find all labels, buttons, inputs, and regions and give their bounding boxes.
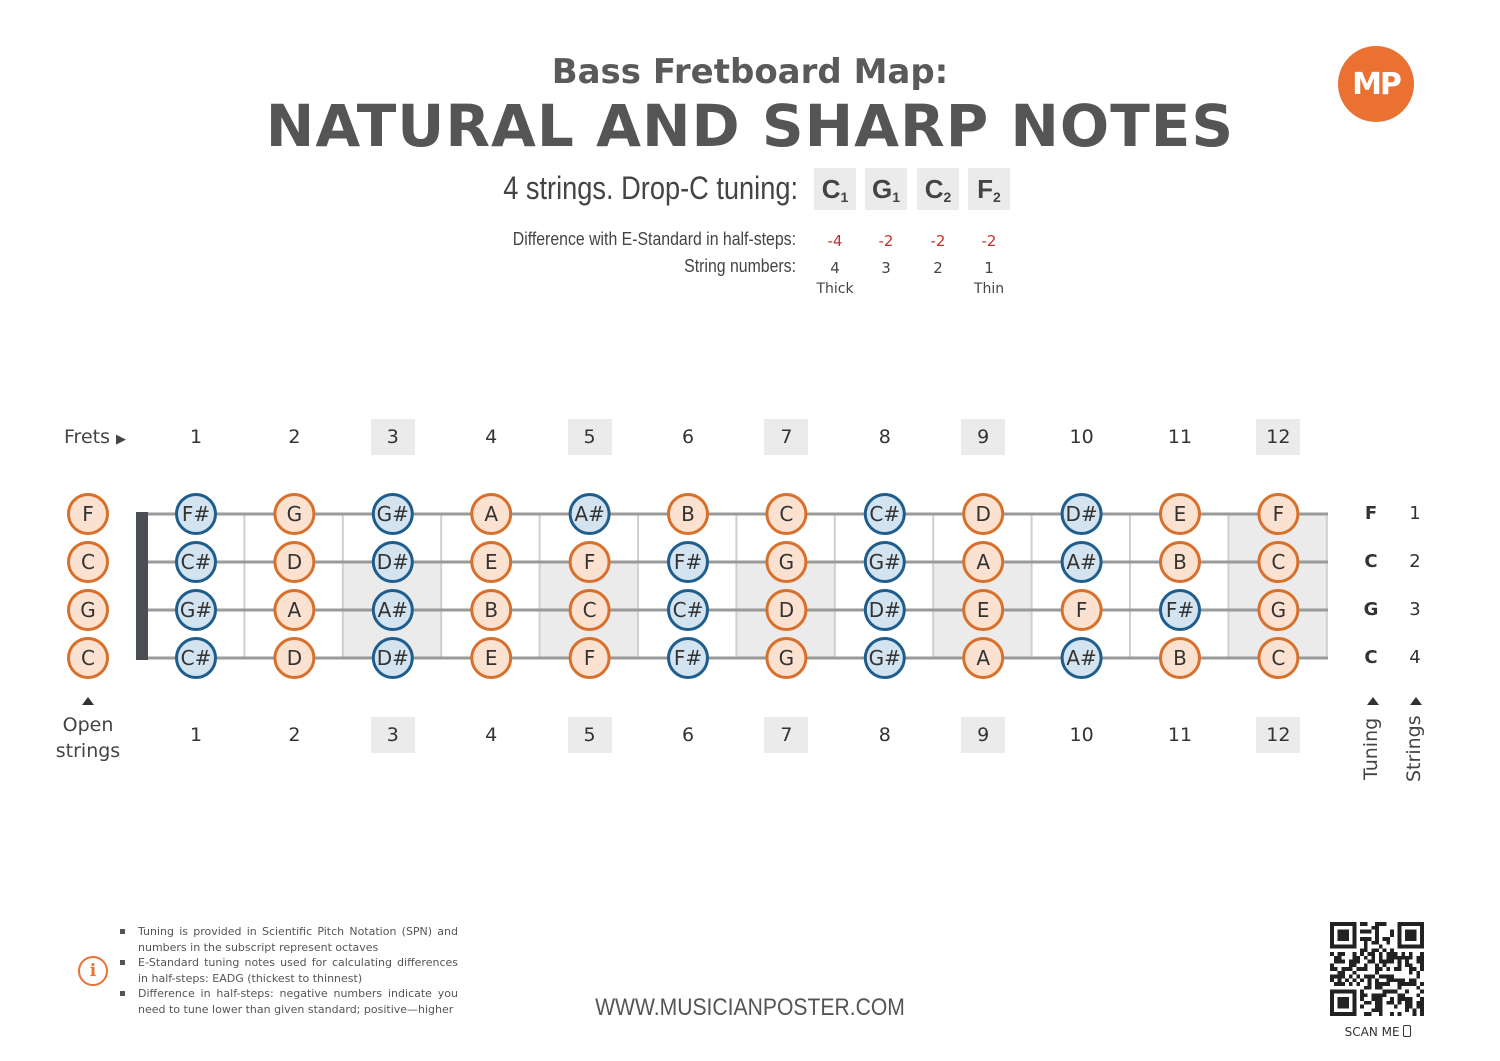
fret-note (865, 543, 904, 582)
fret-note (669, 543, 708, 582)
note-label: F# (181, 502, 211, 526)
open-string-note (69, 591, 108, 630)
note-label: C (81, 550, 95, 574)
note-label: G (778, 550, 795, 574)
note-label: D# (376, 646, 409, 670)
string-number: 2 (933, 259, 943, 277)
string-number: 2 (1409, 551, 1421, 572)
fret-number: 8 (878, 426, 891, 448)
fret-number: 2 (288, 426, 301, 448)
fret-number: 4 (485, 426, 498, 448)
fret-note (570, 543, 609, 582)
string-numbers-label: String numbers: (684, 256, 796, 276)
note-label: A (976, 550, 991, 574)
string-number: 1 (984, 259, 994, 277)
fret-number: 11 (1167, 724, 1193, 746)
fret-note (669, 591, 708, 630)
tuning-note: G (871, 174, 893, 204)
note-label: B (1173, 646, 1187, 670)
fret-note (373, 543, 412, 582)
difference-value: -2 (981, 232, 997, 250)
string-tuning-note: F (1364, 503, 1378, 524)
fret-note (275, 543, 314, 582)
up-arrow-icon (1367, 697, 1379, 705)
fret-number: 7 (764, 419, 808, 455)
note-label: B (1173, 550, 1187, 574)
fret-note (767, 639, 806, 678)
qr-code-icon (1330, 922, 1424, 1016)
scan-me-text: SCAN ME (1344, 1025, 1400, 1039)
fret-note (177, 639, 216, 678)
string-number: 4 (830, 259, 840, 277)
fret-note (1161, 639, 1200, 678)
note-label: G# (868, 550, 901, 574)
note-label: C (582, 598, 597, 622)
open-string-note (69, 543, 108, 582)
note-label: D (286, 550, 303, 574)
note-label: D# (1065, 502, 1098, 526)
note-label: F (82, 502, 94, 526)
page-title: NATURAL AND SHARP NOTES (265, 92, 1235, 160)
note-label: A# (377, 598, 409, 622)
note-label: C# (180, 550, 212, 574)
fret-number: 3 (371, 419, 415, 455)
note-label: D# (376, 550, 409, 574)
play-triangle-icon: ▶ (116, 432, 127, 447)
tuning-note: F (977, 174, 994, 204)
note-label: F (1272, 502, 1285, 526)
tuning-octave: 2 (943, 189, 952, 205)
fret-note (865, 495, 904, 534)
fret-note (767, 495, 806, 534)
note-label: C (1271, 550, 1286, 574)
thick-label: Thick (816, 281, 854, 297)
open-strings-label (40, 712, 136, 764)
note-label: D# (868, 598, 901, 622)
fret-marker-band (1228, 514, 1326, 658)
note-label: C# (180, 646, 212, 670)
note-label: F# (673, 550, 703, 574)
string-number: 3 (881, 259, 891, 277)
note-label: C (81, 646, 95, 670)
note-label: G (80, 598, 96, 622)
fret-number: 6 (681, 426, 695, 448)
website-url[interactable]: WWW.MUSICIANPOSTER.COM (595, 994, 905, 1021)
fret-note (767, 543, 806, 582)
note-label: D (286, 646, 303, 670)
fret-number: 12 (1256, 717, 1300, 753)
tuning-octave: 1 (892, 189, 901, 205)
open-string-note (69, 639, 108, 678)
fret-number: 9 (961, 419, 1005, 455)
fret-note (1259, 639, 1298, 678)
fret-note (472, 639, 511, 678)
fret-note (472, 591, 511, 630)
fret-number: 8 (878, 724, 891, 746)
note-label: G (1270, 598, 1287, 622)
fret-note (964, 495, 1003, 534)
fret-note (865, 639, 904, 678)
note-label: G# (376, 502, 409, 526)
fret-note (964, 591, 1003, 630)
note-label: E (976, 598, 990, 622)
fret-note (472, 495, 511, 534)
fret-number: 5 (568, 419, 612, 455)
note-label: A (287, 598, 302, 622)
tuning-note: C (821, 174, 841, 204)
note-label: A# (574, 502, 605, 526)
fret-note (669, 495, 708, 534)
fret-number: 6 (681, 724, 695, 746)
note-label: E (484, 646, 498, 670)
note-label: D (778, 598, 795, 622)
fret-note (472, 543, 511, 582)
difference-value: -2 (878, 232, 894, 250)
nut (136, 512, 148, 660)
fret-number: 9 (961, 717, 1005, 753)
up-arrow-icon (1410, 697, 1422, 705)
open-label-line2: strings (55, 740, 121, 762)
fret-number: 11 (1167, 426, 1193, 448)
note-label: F (1075, 598, 1088, 622)
footnote: Tuning is provided in Scientific Pitch Notation (SPN) and numbers in the subscript represent octaves (118, 924, 458, 955)
string-number: 4 (1409, 647, 1421, 668)
open-string-note (69, 495, 108, 534)
note-label: C# (869, 502, 901, 526)
fret-note (373, 639, 412, 678)
subtitle: Bass Fretboard Map: (551, 52, 949, 92)
fret-note (570, 591, 609, 630)
fret-note (1062, 639, 1101, 678)
note-label: F# (673, 646, 703, 670)
fret-number: 2 (288, 724, 301, 746)
phone-icon (1403, 1025, 1411, 1037)
difference-label: Difference with E-Standard in half-steps: (512, 229, 796, 249)
frets-label-text: Frets (64, 426, 110, 448)
fret-number: 4 (485, 724, 498, 746)
scan-me-label (1326, 1025, 1430, 1039)
note-label: E (484, 550, 498, 574)
fret-number: 7 (764, 717, 808, 753)
fret-note (669, 639, 708, 678)
string-number: 3 (1409, 599, 1421, 620)
fret-note (570, 495, 609, 534)
fret-note (1161, 591, 1200, 630)
fret-number: 1 (189, 426, 203, 448)
note-label: F (583, 550, 596, 574)
note-label: G (286, 502, 303, 526)
footnote: E-Standard tuning notes used for calculating differences in half-steps: EADG (thickest to thinnest) (118, 955, 458, 986)
note-label: F# (1165, 598, 1195, 622)
fret-note (1259, 543, 1298, 582)
open-label-line1: Open (62, 714, 114, 736)
note-label: D (975, 502, 991, 526)
fret-note (275, 639, 314, 678)
strings-axis-label: Strings (1403, 715, 1425, 782)
fret-note (275, 495, 314, 534)
tuning-note: C (924, 174, 944, 204)
fret-note (964, 639, 1003, 678)
difference-value: -2 (930, 232, 946, 250)
fret-note (1062, 591, 1101, 630)
difference-value: -4 (827, 232, 843, 250)
note-label: C# (672, 598, 704, 622)
note-label: G# (179, 598, 213, 622)
fret-note (1161, 495, 1200, 534)
fret-note (1062, 495, 1101, 534)
info-icon: i (78, 956, 108, 986)
footnote: Difference in half-steps: negative numbers indicate you need to tune lower than given standard; positive—higher (118, 986, 458, 1017)
note-label: E (1173, 502, 1187, 526)
thin-label: Thin (973, 281, 1005, 297)
fret-note (1259, 495, 1298, 534)
fret-note (177, 591, 216, 630)
musicianposter-logo: MP (1338, 46, 1414, 122)
note-label: A (976, 646, 991, 670)
note-label: G (778, 646, 795, 670)
fret-number: 3 (371, 717, 415, 753)
fret-note (373, 495, 412, 534)
note-label: B (681, 502, 695, 526)
note-label: G# (868, 646, 901, 670)
note-label: A# (1066, 646, 1097, 670)
tuning-axis-label: Tuning (1360, 717, 1382, 780)
fret-number: 1 (189, 724, 203, 746)
fret-number: 10 (1069, 426, 1094, 448)
note-label: A# (1066, 550, 1097, 574)
tuning-label: 4 strings. Drop-C tuning: (503, 170, 798, 206)
fret-number: 12 (1256, 419, 1300, 455)
note-label: F (583, 646, 596, 670)
note-label: C (779, 502, 794, 526)
fret-note (865, 591, 904, 630)
fret-note (1259, 591, 1298, 630)
fret-note (1062, 543, 1101, 582)
tuning-octave: 1 (840, 189, 849, 205)
fret-note (570, 639, 609, 678)
note-label: A (484, 502, 499, 526)
string-tuning-note: C (1364, 647, 1378, 668)
string-tuning-note: C (1364, 551, 1378, 572)
fret-note (177, 495, 216, 534)
fret-note (177, 543, 216, 582)
fret-note (964, 543, 1003, 582)
fret-note (1161, 543, 1200, 582)
note-label: B (484, 598, 499, 622)
tuning-octave: 2 (993, 189, 1001, 205)
string-tuning-note: G (1363, 599, 1379, 620)
fret-note (767, 591, 806, 630)
fret-note (275, 591, 314, 630)
up-arrow-icon (82, 697, 94, 705)
note-label: C (1271, 646, 1286, 670)
string-number: 1 (1409, 503, 1421, 524)
fret-number: 10 (1069, 724, 1094, 746)
fret-note (373, 591, 412, 630)
fret-number: 5 (568, 717, 612, 753)
